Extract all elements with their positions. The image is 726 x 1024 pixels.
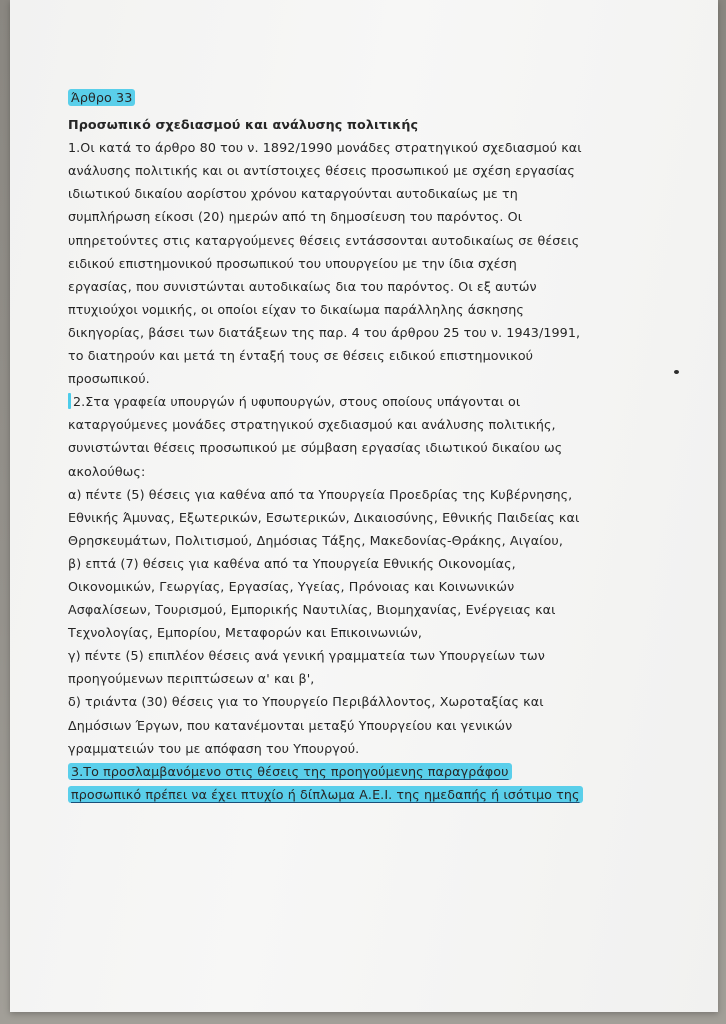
paragraph-line: ειδικού επιστημονικού προσωπικού του υπουργείου με την ίδια σχέση [68,255,517,271]
paragraph-line: 1.Οι κατά το άρθρο 80 του ν. 1892/1990 μονάδες στρατηγικού σχεδιασμού και [68,140,582,156]
paragraph-line: δικηγορίας, βάσει των διατάξεων της παρ. 4 του άρθρου 25 του ν. 1943/1991, [68,324,581,340]
paragraph-line: προηγούμενων περιπτώσεων α' και β', [68,671,315,687]
paragraph-line: καταργούμενες μονάδες στρατηγικού σχεδιασμού και ανάλυσης πολιτικής, [68,417,556,433]
paragraph-line: Εθνικής Άμυνας, Εξωτερικών, Εσωτερικών, Δικαιοσύνης, Εθνικής Παιδείας και [68,509,580,525]
paragraph-line: β) επτά (7) θέσεις για καθένα από τα Υπουργεία Εθνικής Οικονομίας, [68,555,516,571]
paragraph-2 [68,390,668,760]
paragraph-line: εργασίας, που συνιστώνται αυτοδικαίως δια του παρόντος. Οι εξ αυτών [68,278,537,294]
highlighted-line: προσωπικό πρέπει να έχει πτυχίο ή δίπλωμα Α.Ε.Ι. της ημεδαπής ή ισότιμο της [68,786,583,803]
paragraph-line: το διατηρούν και μετά τη ένταξή τους σε θέσεις ειδικού επιστημονικού [68,348,534,364]
paragraph-line: Θρησκευμάτων, Πολιτισμού, Δημόσιας Τάξης, Μακεδονίας-Θράκης, Αιγαίου, [68,532,563,548]
paragraph-line: γ) πέντε (5) επιπλέον θέσεις ανά γενική γραμματεία των Υπουργείων των [68,648,545,664]
paragraph-line: γραμματειών του με απόφαση του Υπουργού. [68,740,360,756]
paragraph-line: συμπλήρωση είκοσι (20) ημερών από τη δημοσίευση του παρόντος. Οι [68,209,523,225]
paragraph-1 [68,136,668,390]
paragraph-line: Δημόσιων Έργων, που κατανέμονται μεταξύ Υπουργείου και γενικών [68,717,513,733]
paragraph-line: Τεχνολογίας, Εμπορίου, Μεταφορών και Επικοινωνιών, [68,625,422,641]
article-title: Προσωπικό σχεδιασμού και ανάλυσης πολιτικής [68,117,419,133]
highlighted-line: 3.Το προσλαμβανόμενο στις θέσεις της προηγούμενης παραγράφου [68,763,512,780]
ink-mark [674,370,679,374]
paragraph-line: Οικονομικών, Γεωργίας, Εργασίας, Υγείας, Πρόνοιας και Κοινωνικών [68,578,515,594]
paper-sheet [10,0,718,1012]
paragraph-line: συνιστώνται θέσεις προσωπικού με σύμβαση εργασίας ιδιωτικού δικαίου ως [68,440,563,456]
paragraph-line: ακολούθως: [68,463,146,479]
paragraph-line: 2.Στα γραφεία υπουργών ή υφυπουργών, στους οποίους υπάγονται οι [73,394,521,410]
document-body [68,86,668,806]
article-heading: Άρθρο 33 [68,89,135,106]
paragraph-line: προσωπικού. [68,371,150,387]
paragraph-line: δ) τριάντα (30) θέσεις για το Υπουργείο Περιβάλλοντος, Χωροταξίας και [68,694,544,710]
paragraph-line: υπηρετούντες στις καταργούμενες θέσεις εντάσσονται αυτοδικαίως σε θέσεις [68,232,580,248]
paragraph-line: Ασφαλίσεων, Τουρισμού, Εμπορικής Ναυτιλίας, Βιομηχανίας, Ενέργειας και [68,602,556,618]
paragraph-line: α) πέντε (5) θέσεις για καθένα από τα Υπουργεία Προεδρίας της Κυβέρνησης, [68,486,573,502]
highlight-mark [68,393,71,409]
paragraph-line: πτυχιούχοι νομικής, οι οποίοι είχαν το δικαίωμα παράλληλης άσκησης [68,301,524,317]
paragraph-3 [68,760,668,806]
paragraph-line: ιδιωτικού δικαίου αορίστου χρόνου καταργούνται αυτοδικαίως με τη [68,186,518,202]
paragraph-line: ανάλυσης πολιτικής και οι αντίστοιχες θέσεις προσωπικού με σχέση εργασίας [68,163,575,179]
